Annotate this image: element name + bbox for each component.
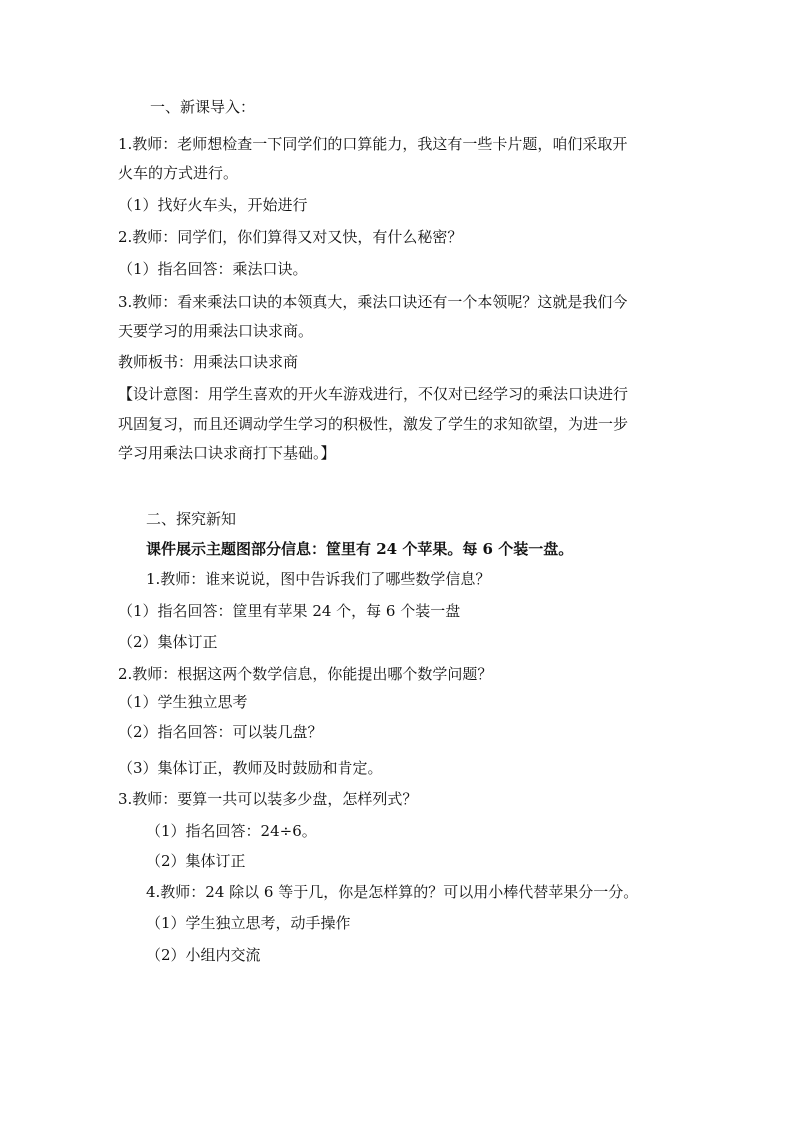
- section1-item2-sub1: （1）指名回答：乘法口诀。: [118, 260, 308, 278]
- section2-item3-sub1: （1）指名回答：24÷6。: [146, 822, 317, 840]
- section2-item1: 1.教师：谁来说说，图中告诉我们了哪些数学信息？: [146, 570, 491, 588]
- section1-item1-sub1: （1）找好火车头，开始进行: [118, 196, 308, 214]
- section1-item3-line2: 天要学习的用乘法口诀求商。: [118, 322, 314, 340]
- section1-item1-line2: 火车的方式进行。: [118, 164, 239, 182]
- section2-heading: 二、探究新知: [146, 510, 237, 528]
- design-intent-line2: 巩固复习，而且还调动学生学习的积极性，激发了学生的求知欲望，为进一步: [118, 415, 629, 433]
- section2-item2: 2.教师：根据这两个数学信息，你能提出哪个数学问题？: [118, 665, 493, 683]
- section2-item4-sub2: （2）小组内交流: [146, 946, 261, 964]
- section1-heading: 一、新课导入：: [150, 98, 256, 116]
- section2-item1-sub2: （2）集体订正: [118, 633, 218, 651]
- section2-item2-sub1: （1）学生独立思考: [118, 693, 248, 711]
- design-intent-line3: 学习用乘法口诀求商打下基础。】: [118, 444, 336, 462]
- section1-item2: 2.教师：同学们，你们算得又对又快，有什么秘密？: [118, 228, 463, 246]
- section2-item2-sub3: （3）集体订正，教师及时鼓励和肯定。: [118, 759, 383, 777]
- section2-item3-sub2: （2）集体订正: [146, 852, 246, 870]
- section2-item2-sub2: （2）指名回答：可以装几盘？: [118, 723, 323, 741]
- teacher-board-note: 教师板书：用乘法口诀求商: [118, 353, 299, 371]
- courseware-info: 课件展示主题图部分信息：筐里有 24 个苹果。每 6 个装一盘。: [146, 540, 574, 558]
- section2-item1-sub1: （1）指名回答：筐里有苹果 24 个，每 6 个装一盘: [118, 602, 461, 620]
- section1-item1-line1: 1.教师：老师想检查一下同学们的口算能力，我这有一些卡片题，咱们采取开: [118, 135, 628, 153]
- design-intent-line1: 【设计意图：用学生喜欢的开火车游戏进行，不仅对已经学习的乘法口诀进行: [118, 385, 629, 403]
- section2-item3: 3.教师：要算一共可以装多少盘，怎样列式？: [118, 790, 418, 808]
- section1-item3-line1: 3.教师：看来乘法口诀的本领真大，乘法口诀还有一个本领呢？这就是我们今: [118, 293, 628, 311]
- section2-item4-sub1: （1）学生独立思考，动手操作: [146, 914, 351, 932]
- section2-item4: 4.教师：24 除以 6 等于几，你是怎样算的？可以用小棒代替苹果分一分。: [146, 883, 639, 901]
